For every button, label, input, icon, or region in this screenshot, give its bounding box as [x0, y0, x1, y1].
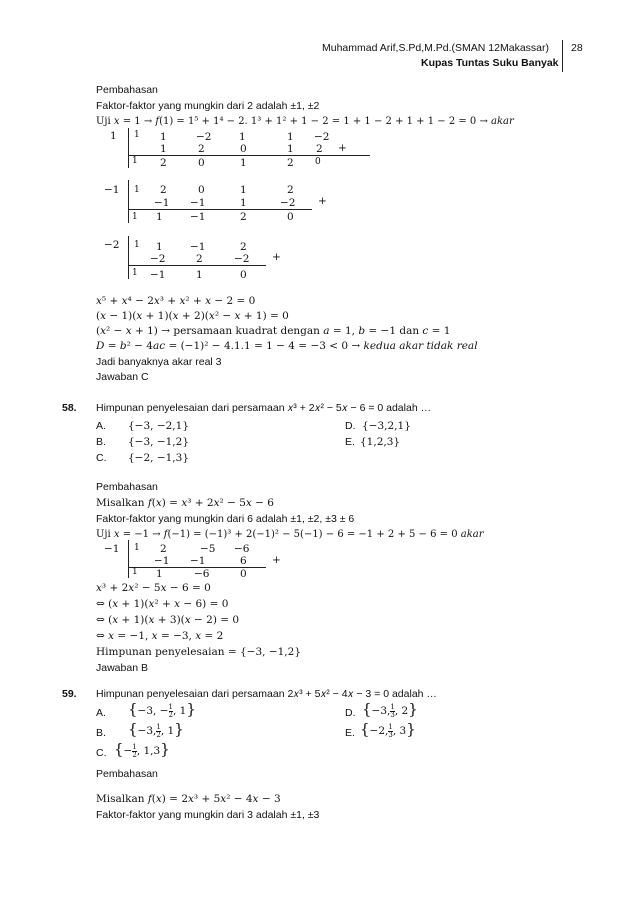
equation-line: (𝑥 − 1)(𝑥 + 1)(𝑥 + 2)(𝑥² − 𝑥 + 1) = 0	[96, 310, 289, 322]
horner-plus: +	[338, 142, 347, 154]
horner-cell: 1	[287, 131, 294, 143]
horner-cell: 1	[287, 143, 294, 155]
solution-step: ⇔ (𝑥 + 1)(𝑥² + 𝑥 − 6) = 0	[96, 598, 229, 610]
horner-cell: 0	[240, 143, 247, 155]
option-label: E.	[345, 727, 355, 739]
horner-cell: 1	[156, 241, 163, 253]
option-label: B.	[96, 727, 106, 739]
horner-cell: −1	[190, 197, 206, 209]
horner-cell: −2	[234, 253, 250, 265]
horner-cell: 1	[132, 156, 138, 166]
fraction-denominator: 2	[132, 750, 137, 759]
horner-sum-line	[128, 209, 312, 210]
equation-line: 𝑥⁵ + 𝑥⁴ − 2𝑥³ + 𝑥² + 𝑥 − 2 = 0	[96, 295, 256, 307]
header-divider	[562, 40, 563, 72]
horner-cell: 2	[240, 241, 247, 253]
option-value: {1,2,3}	[360, 436, 401, 448]
brace-open: {	[128, 720, 138, 738]
horner-cell: 2	[316, 143, 323, 155]
option-value	[360, 720, 416, 739]
answer-text: Jawaban C	[96, 371, 149, 383]
horner-vertical-line	[128, 128, 129, 168]
fraction-numerator: 1	[132, 742, 137, 751]
fraction-denominator: 3	[388, 730, 393, 739]
option-part: , 1	[160, 725, 175, 737]
horner-cell: −1	[154, 197, 170, 209]
horner-divisor: −2	[104, 239, 120, 251]
horner-sum-line	[128, 265, 266, 266]
question-text: Himpunan penyelesaian dari persamaan 2𝑥³ + 5𝑥² − 4𝑥 − 3 = 0 adalah …	[96, 688, 437, 700]
option-value	[128, 700, 196, 719]
horner-vertical-line	[128, 540, 129, 578]
brace-close: }	[160, 740, 170, 758]
option-part: , 1	[172, 705, 187, 717]
fraction-numerator: 1	[156, 722, 161, 731]
horner-cell: 1	[132, 268, 138, 278]
horner-cell: −2	[196, 131, 212, 143]
horner-cell: 0	[198, 157, 205, 169]
option-value	[362, 700, 418, 719]
horner-cell: 0	[287, 211, 294, 223]
option-part: , 1,3	[136, 745, 161, 757]
horner-plus: +	[272, 554, 281, 566]
brace-open: {	[362, 700, 372, 718]
brace-close: }	[186, 700, 196, 718]
factor-candidates-text: Faktor-faktor yang mungkin dari 2 adalah ±1, ±2	[96, 100, 320, 112]
option-value: {−3, −1,2}	[128, 436, 190, 448]
pembahasan-heading: Pembahasan	[96, 481, 158, 493]
horner-vertical-line	[128, 180, 129, 223]
horner-sum-line	[128, 155, 370, 156]
option-label: A.	[96, 420, 106, 432]
horner-cell: −1	[190, 241, 206, 253]
solution-step: ⇔ 𝑥 = −1, 𝑥 = −3, 𝑥 = 2	[96, 630, 224, 642]
solution-step: 𝑥³ + 2𝑥² − 5𝑥 − 6 = 0	[96, 582, 211, 594]
solution-set: Himpunan penyelesaian = {−3, −1,2}	[96, 646, 302, 658]
horner-cell: 0	[240, 568, 247, 580]
horner-cell: −2	[314, 131, 330, 143]
brace-open: {	[128, 700, 138, 718]
horner-cell: 1	[160, 143, 167, 155]
horner-cell: 2	[198, 143, 205, 155]
option-label: A.	[96, 707, 106, 719]
horner-plus: +	[318, 195, 327, 207]
header-author: Muhammad Arif,S.Pd,M.Pd.(SMAN 12Makassar)	[322, 42, 549, 54]
page-number: 28	[571, 42, 583, 54]
option-label: B.	[96, 436, 106, 448]
horner-cell: 0	[240, 269, 247, 281]
horner-cell: 1	[156, 568, 163, 580]
horner-cell: 6	[240, 555, 247, 567]
horner-cell: −2	[280, 197, 296, 209]
horner-cell: 1	[134, 130, 140, 140]
option-value: {−3, −2,1}	[128, 420, 190, 432]
equation-line: (𝑥² − 𝑥 + 1) → persamaan kuadrat dengan 𝑎 = 1, 𝑏 = −1 dan 𝑐 = 1	[96, 325, 451, 337]
fraction-denominator: 2	[156, 730, 161, 739]
horner-cell: 2	[160, 543, 167, 555]
option-part: −3,	[371, 705, 391, 717]
horner-cell: 2	[287, 157, 294, 169]
horner-cell: 1	[132, 212, 138, 222]
horner-divisor: −1	[104, 543, 120, 555]
pembahasan-heading: Pembahasan	[96, 84, 158, 96]
horner-cell: −5	[200, 543, 216, 555]
horner-cell: 0	[198, 184, 205, 196]
question-text: Himpunan penyelesaian dari persamaan 𝑥³ + 2𝑥² − 5𝑥 − 6 = 0 adalah …	[96, 402, 432, 414]
option-value	[114, 740, 170, 759]
option-part: −	[123, 745, 133, 757]
option-part: −2,	[369, 725, 389, 737]
horner-cell: −6	[234, 543, 250, 555]
brace-close: }	[174, 720, 184, 738]
horner-cell: −1	[150, 269, 166, 281]
horner-divisor: −1	[104, 184, 120, 196]
horner-cell: 1	[132, 567, 138, 577]
option-label: E.	[345, 436, 355, 448]
question-number: 58.	[62, 402, 77, 414]
factor-candidates-text: Faktor-faktor yang mungkin dari 6 adalah ±1, ±2, ±3 ± 6	[96, 513, 355, 525]
fraction-numerator: 1	[388, 722, 393, 731]
brace-open: {	[360, 720, 370, 738]
horner-cell: 1	[240, 184, 247, 196]
horner-cell: 2	[160, 184, 167, 196]
option-label: C.	[96, 747, 107, 759]
fraction-denominator: 2	[168, 710, 173, 719]
test-root-equation: Uji 𝑥 = 1 → 𝑓(1) = 1⁵ + 1⁴ − 2. 1³ + 1² + 1 − 2 = 1 + 1 − 2 + 1 + 1 − 2 = 0 → 𝑎𝑘𝑎𝑟	[96, 116, 514, 127]
horner-cell: 1	[134, 543, 140, 553]
solution-step: ⇔ (𝑥 + 1)(𝑥 + 3)(𝑥 − 2) = 0	[96, 614, 240, 626]
horner-cell: 1	[240, 157, 247, 169]
horner-vertical-line	[128, 236, 129, 279]
horner-cell: −2	[150, 253, 166, 265]
brace-close: }	[408, 700, 418, 718]
option-value: {−3,2,1}	[362, 420, 411, 432]
factor-candidates-text: Faktor-faktor yang mungkin dari 3 adalah ±1, ±3	[96, 809, 320, 821]
horner-plus: +	[272, 251, 281, 263]
horner-cell: 1	[134, 240, 140, 250]
horner-cell: −1	[190, 555, 206, 567]
horner-cell: 0	[315, 157, 321, 167]
horner-cell: −6	[194, 568, 210, 580]
option-label: D.	[345, 420, 356, 432]
horner-cell: 1	[239, 131, 246, 143]
fraction-numerator: 1	[390, 702, 395, 711]
horner-cell: 1	[196, 269, 203, 281]
horner-cell: 2	[240, 211, 247, 223]
horner-divisor: 1	[110, 130, 117, 142]
option-value: {−2, −1,3}	[128, 452, 190, 464]
fraction-denominator: 3	[390, 710, 395, 719]
brace-close: }	[406, 720, 416, 738]
horner-cell: 2	[196, 253, 203, 265]
option-part: , 2	[394, 705, 409, 717]
horner-cell: 1	[240, 197, 247, 209]
horner-cell: −1	[190, 211, 206, 223]
horner-cell: 1	[134, 185, 140, 195]
header-subtitle: Kupas Tuntas Suku Banyak	[421, 57, 559, 69]
option-label: C.	[96, 452, 107, 464]
brace-open: {	[114, 740, 124, 758]
test-root-equation: Uji 𝑥 = −1 → 𝑓(−1) = (−1)³ + 2(−1)² − 5(−1) − 6 = −1 + 2 + 5 − 6 = 0 𝑎𝑘𝑎𝑟	[96, 529, 484, 540]
option-label: D.	[345, 707, 356, 719]
pembahasan-heading: Pembahasan	[96, 768, 158, 780]
question-number: 59.	[62, 688, 77, 700]
answer-text: Jawaban B	[96, 662, 148, 674]
option-part: −3, −	[137, 705, 169, 717]
horner-cell: −1	[154, 555, 170, 567]
option-value	[128, 720, 184, 739]
function-definition: Misalkan 𝑓(𝑥) = 2𝑥³ + 5𝑥² − 4𝑥 − 3	[96, 793, 281, 805]
discriminant-line: 𝐷 = 𝑏² − 4𝑎𝑐 = (−1)² − 4.1.1 = 1 − 4 = −3 < 0 → 𝑘𝑒𝑑𝑢𝑎 𝑎𝑘𝑎𝑟 𝑡𝑖𝑑𝑎𝑘 𝑟𝑒𝑎𝑙	[96, 340, 478, 352]
horner-cell: 1	[156, 211, 163, 223]
horner-cell: 1	[160, 131, 167, 143]
function-definition: Misalkan 𝑓(𝑥) = 𝑥³ + 2𝑥² − 5𝑥 − 6	[96, 497, 274, 509]
horner-cell: 2	[160, 157, 167, 169]
option-part: , 3	[392, 725, 407, 737]
fraction-numerator: 1	[168, 702, 173, 711]
option-part: −3,	[137, 725, 157, 737]
conclusion-text: Jadi banyaknya akar real 3	[96, 356, 222, 368]
horner-cell: 2	[287, 184, 294, 196]
